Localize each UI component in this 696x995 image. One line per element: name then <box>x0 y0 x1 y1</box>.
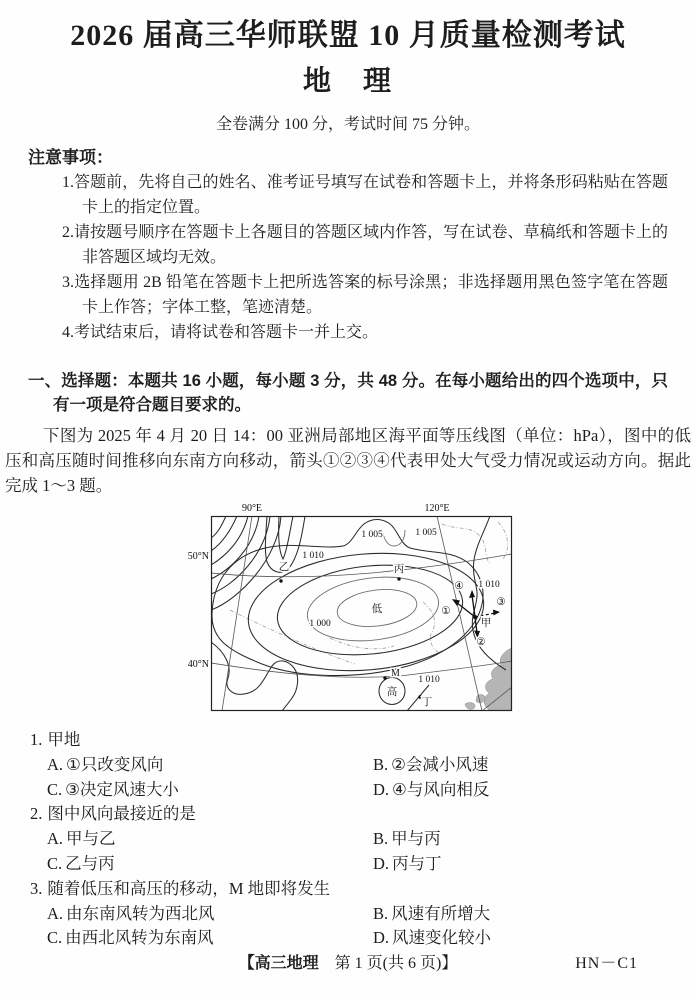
isobar-line <box>383 530 405 546</box>
page-number: 第 1 页(共 6 页)】 <box>318 955 458 973</box>
arrow-3-label: ③ <box>496 597 506 608</box>
map-frame <box>212 517 512 711</box>
option-2-a: A. 甲与乙 <box>47 829 116 849</box>
option-3-a: A. 由东南风转为西北风 <box>47 903 215 923</box>
isobar-line <box>211 516 259 579</box>
island-shape-2 <box>465 703 475 710</box>
questions-section <box>28 728 668 951</box>
section-heading: 一、选择题：本题共 16 小题，每小题 3 分，共 48 分。在每小题给出的四个选项中，只有一项是符合题目要求的。 <box>28 372 668 414</box>
coastline <box>498 522 508 559</box>
point-m-dot <box>383 676 386 679</box>
question-3-options <box>47 902 668 952</box>
longitude-label-90e: 90°E <box>241 503 263 514</box>
question-2-number: 2. <box>30 804 43 824</box>
latitude-label-50n: 50°N <box>187 551 209 562</box>
page-footer <box>28 953 668 975</box>
option-1-b: B. ②会减小风速 <box>373 754 489 774</box>
option-3-c: C. 由西北风转为东南风 <box>47 928 214 948</box>
intro-paragraph: 下图为 2025 年 4 月 20 日 14：00 亚洲局部地区海平面等压线图（单位：hPa），图中的低压和高压随时间推移向东南方向移动，箭头①②③④代表甲处大气受力情况或运动方向。据此完成 1～3 题。 <box>5 426 691 495</box>
point-ding-label: 丁 <box>421 697 433 708</box>
footer-center <box>239 955 458 972</box>
isobar-map-figure <box>180 502 520 722</box>
latitude-label-40n: 40°N <box>187 659 209 670</box>
high-pressure-label: 高 <box>386 687 398 698</box>
footer-subject: 【高三地理 <box>238 955 319 973</box>
option-1-d: D. ④与风向相反 <box>373 779 490 799</box>
question-3-stem <box>28 877 668 902</box>
meridian-90e <box>222 516 252 711</box>
question-1-number: 1. <box>30 730 43 749</box>
point-yi-label: 乙 <box>278 562 290 573</box>
notice-item-3: 3.选择题用 2B 铅笔在答题卡上把所选答案的标号涂黑；非选择题用黑色签字笔在答题卡上作答；字体工整，笔迹清楚。 <box>62 274 668 316</box>
notice-item-1: 1.答题前，先将自己的姓名、准考证号填写在试卷和答题卡上，并将条形码粘贴在答题卡上的指定位置。 <box>62 174 668 216</box>
question-1-stem <box>28 728 668 753</box>
island-shape <box>476 695 485 703</box>
arrow-1-label: ① <box>441 606 451 617</box>
option-1-c: C. ③决定风速大小 <box>47 779 179 799</box>
option-3-d: D. 风速变化较小 <box>373 928 492 948</box>
coastline <box>330 638 394 649</box>
isobar-label-1005-b: 1 005 <box>415 528 437 538</box>
arrow-4-label: ④ <box>454 581 464 592</box>
isobar-label-1010-nw: 1 010 <box>302 551 324 561</box>
isobar-label-1010-e: 1 010 <box>478 580 500 590</box>
option-1-a: A. ①只改变风向 <box>47 754 164 774</box>
arrow-2-label: ② <box>476 637 486 648</box>
exam-info: 全卷满分 100 分，考试时间 75 分钟。 <box>215 116 480 133</box>
isobar-line <box>211 516 281 610</box>
question-2-options <box>47 827 668 877</box>
longitude-label-120e: 120°E <box>424 503 450 514</box>
question-1-text: 甲地 <box>47 730 81 749</box>
notice-item-4: 4.考试结束后，请将试卷和答题卡一并上交。 <box>62 324 379 341</box>
point-yi-dot <box>279 579 282 582</box>
question-2-stem <box>28 802 668 827</box>
isobar-ring-1005 <box>212 520 483 676</box>
question-1-options <box>47 753 668 803</box>
point-m-label: M <box>391 668 400 679</box>
parallel-50n <box>211 554 512 577</box>
option-2-b: B. 甲与丙 <box>373 829 441 849</box>
option-2-c: C. 乙与丙 <box>47 853 115 873</box>
isobar-label-1010-s: 1 010 <box>418 675 440 685</box>
point-bing-dot <box>397 577 400 580</box>
option-2-d: D. 丙与丁 <box>373 853 442 873</box>
arrow-4-head <box>469 590 475 598</box>
isobar-map <box>180 502 520 722</box>
notice-heading: 注意事项： <box>28 148 113 167</box>
coastline <box>423 602 438 652</box>
low-pressure-label: 低 <box>371 604 383 615</box>
isobar-line <box>211 516 226 538</box>
isobar-ring <box>273 557 467 664</box>
question-2-text: 图中风向最接近的是 <box>47 804 196 824</box>
paper-code: HN－C1 <box>575 955 638 973</box>
arrow-3-head <box>493 610 500 616</box>
point-jia-label: 甲 <box>480 618 492 629</box>
option-3-b: B. 风速有所增大 <box>373 903 491 923</box>
page-title: 2026 届高三华师联盟 10 月质量检测考试 <box>70 19 626 52</box>
point-bing-label: 丙 <box>393 564 405 575</box>
isobar-label-1005-a: 1 005 <box>361 530 383 540</box>
subject-title: 地 理 <box>302 66 393 97</box>
question-3-number: 3. <box>30 878 43 898</box>
isobar-label-1000: 1 000 <box>309 619 331 629</box>
question-3-text: 随着低压和高压的移动，M 地即将发生 <box>47 878 331 898</box>
notice-item-2: 2.请按题号顺序在答题卡上各题目的答题区域内作答，写在试卷、草稿纸和答题卡上的非答题区域均无效。 <box>62 224 668 266</box>
